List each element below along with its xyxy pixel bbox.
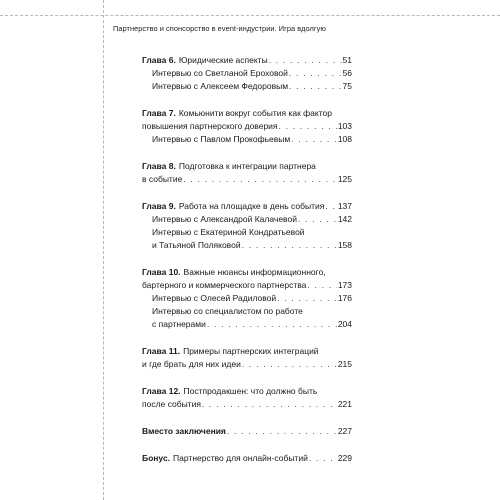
toc-chapter-7	[142, 107, 352, 146]
toc-chapter-8	[142, 160, 352, 186]
toc-interview-entry	[142, 213, 352, 226]
chapter-title-continued: после события	[142, 399, 201, 409]
chapter-title-continued: и где брать для них идеи	[142, 359, 241, 369]
toc-entry	[142, 54, 352, 67]
dot-leader	[289, 80, 341, 93]
toc-chapter-6	[142, 54, 352, 93]
toc-interview-entry	[142, 80, 352, 93]
page-number: 142	[337, 214, 352, 224]
chapter-label: Глава 10.	[142, 267, 181, 277]
toc-interview-entry-continuation	[142, 239, 352, 252]
page-number: 158	[337, 240, 352, 250]
page-number: 229	[337, 453, 352, 463]
page-number: 75	[342, 81, 352, 91]
dot-leader	[279, 120, 337, 133]
page-number: 137	[337, 201, 352, 211]
dot-leader	[307, 279, 336, 292]
chapter-title: Комьюнити вокруг события как фактор	[178, 108, 332, 118]
toc-interview-entry	[142, 226, 352, 239]
toc-entry	[142, 107, 352, 120]
crop-mark-horizontal	[0, 15, 500, 16]
toc-entry	[142, 452, 352, 465]
interview-title-continued: с партнерами	[152, 319, 206, 329]
toc-chapter-10	[142, 266, 352, 331]
toc-entry-continuation	[142, 358, 352, 371]
dot-leader	[183, 173, 337, 186]
page-number: 103	[337, 121, 352, 131]
chapter-label: Глава 8.	[142, 161, 176, 171]
chapter-title: Подготовка к интеграции партнера	[178, 161, 316, 171]
page-number: 176	[337, 293, 352, 303]
page-number: 215	[337, 359, 352, 369]
chapter-title: Постпродакшен: что должно быть	[183, 386, 318, 396]
interview-title-continued: и Татьяной Поляковой	[152, 240, 241, 250]
chapter-title-continued: бартерного и коммерческого партнерства	[142, 280, 307, 290]
conclusion-label: Вместо заключения	[142, 426, 226, 436]
page-number: 221	[337, 399, 352, 409]
toc-interview-entry	[142, 67, 352, 80]
bonus-title: Партнерство для онлайн-событий	[173, 453, 308, 463]
chapter-title: Работа на площадке в день события	[178, 201, 325, 211]
toc-entry	[142, 266, 352, 279]
toc-entry-continuation	[142, 120, 352, 133]
interview-title: Интервью с Алексеем Федоровым	[152, 81, 289, 91]
interview-title: Интервью с Екатериной Кондратьевой	[152, 227, 305, 237]
interview-title: Интервью с Александрой Калачевой	[152, 214, 297, 224]
chapter-title: Юридические аспекты	[178, 55, 268, 65]
dot-leader	[227, 425, 337, 438]
page-number: 173	[337, 280, 352, 290]
dot-leader	[325, 200, 336, 213]
chapter-title-continued: в событие	[142, 174, 183, 184]
chapter-label: Глава 12.	[142, 386, 181, 396]
dot-leader	[277, 292, 337, 305]
page-number: 204	[337, 319, 352, 329]
toc-chapter-11	[142, 345, 352, 371]
running-head: Партнерство и спонсорство в event-индустрии. Игра вдолгую	[113, 24, 326, 33]
dot-leader	[202, 398, 337, 411]
dot-leader	[269, 54, 342, 67]
dot-leader	[242, 239, 337, 252]
dot-leader	[291, 133, 337, 146]
toc-entry	[142, 425, 352, 438]
table-of-contents	[142, 54, 352, 479]
toc-entry-continuation	[142, 173, 352, 186]
chapter-title: Примеры партнерских интеграций	[183, 346, 319, 356]
page-number: 51	[342, 55, 352, 65]
interview-title: Интервью со специалистом по работе	[152, 306, 303, 316]
interview-title: Интервью с Павлом Прокофьевым	[152, 134, 291, 144]
toc-interview-entry	[142, 305, 352, 318]
chapter-title-continued: повышения партнерского доверия	[142, 121, 278, 131]
chapter-label: Глава 11.	[142, 346, 181, 356]
crop-mark-vertical	[103, 0, 104, 500]
toc-conclusion	[142, 425, 352, 438]
toc-entry-continuation	[142, 398, 352, 411]
toc-entry	[142, 160, 352, 173]
toc-interview-entry	[142, 133, 352, 146]
toc-entry	[142, 200, 352, 213]
chapter-title: Важные нюансы информационного,	[183, 267, 326, 277]
dot-leader	[298, 213, 337, 226]
dot-leader	[289, 67, 342, 80]
dot-leader	[242, 358, 337, 371]
toc-interview-entry-continuation	[142, 318, 352, 331]
toc-entry-continuation	[142, 279, 352, 292]
dot-leader	[207, 318, 337, 331]
interview-title: Интервью с Олесей Радиловой	[152, 293, 277, 303]
page-number: 227	[337, 426, 352, 436]
bonus-label: Бонус.	[142, 453, 171, 463]
toc-bonus	[142, 452, 352, 465]
toc-chapter-9	[142, 200, 352, 252]
toc-entry	[142, 385, 352, 398]
chapter-label: Глава 9.	[142, 201, 176, 211]
toc-entry	[142, 345, 352, 358]
interview-title: Интервью со Светланой Ероховой	[152, 68, 288, 78]
page-number: 108	[337, 134, 352, 144]
page-number: 125	[337, 174, 352, 184]
page-number: 56	[342, 68, 352, 78]
dot-leader	[309, 452, 337, 465]
toc-chapter-12	[142, 385, 352, 411]
chapter-label: Глава 7.	[142, 108, 176, 118]
chapter-label: Глава 6.	[142, 55, 176, 65]
toc-interview-entry	[142, 292, 352, 305]
